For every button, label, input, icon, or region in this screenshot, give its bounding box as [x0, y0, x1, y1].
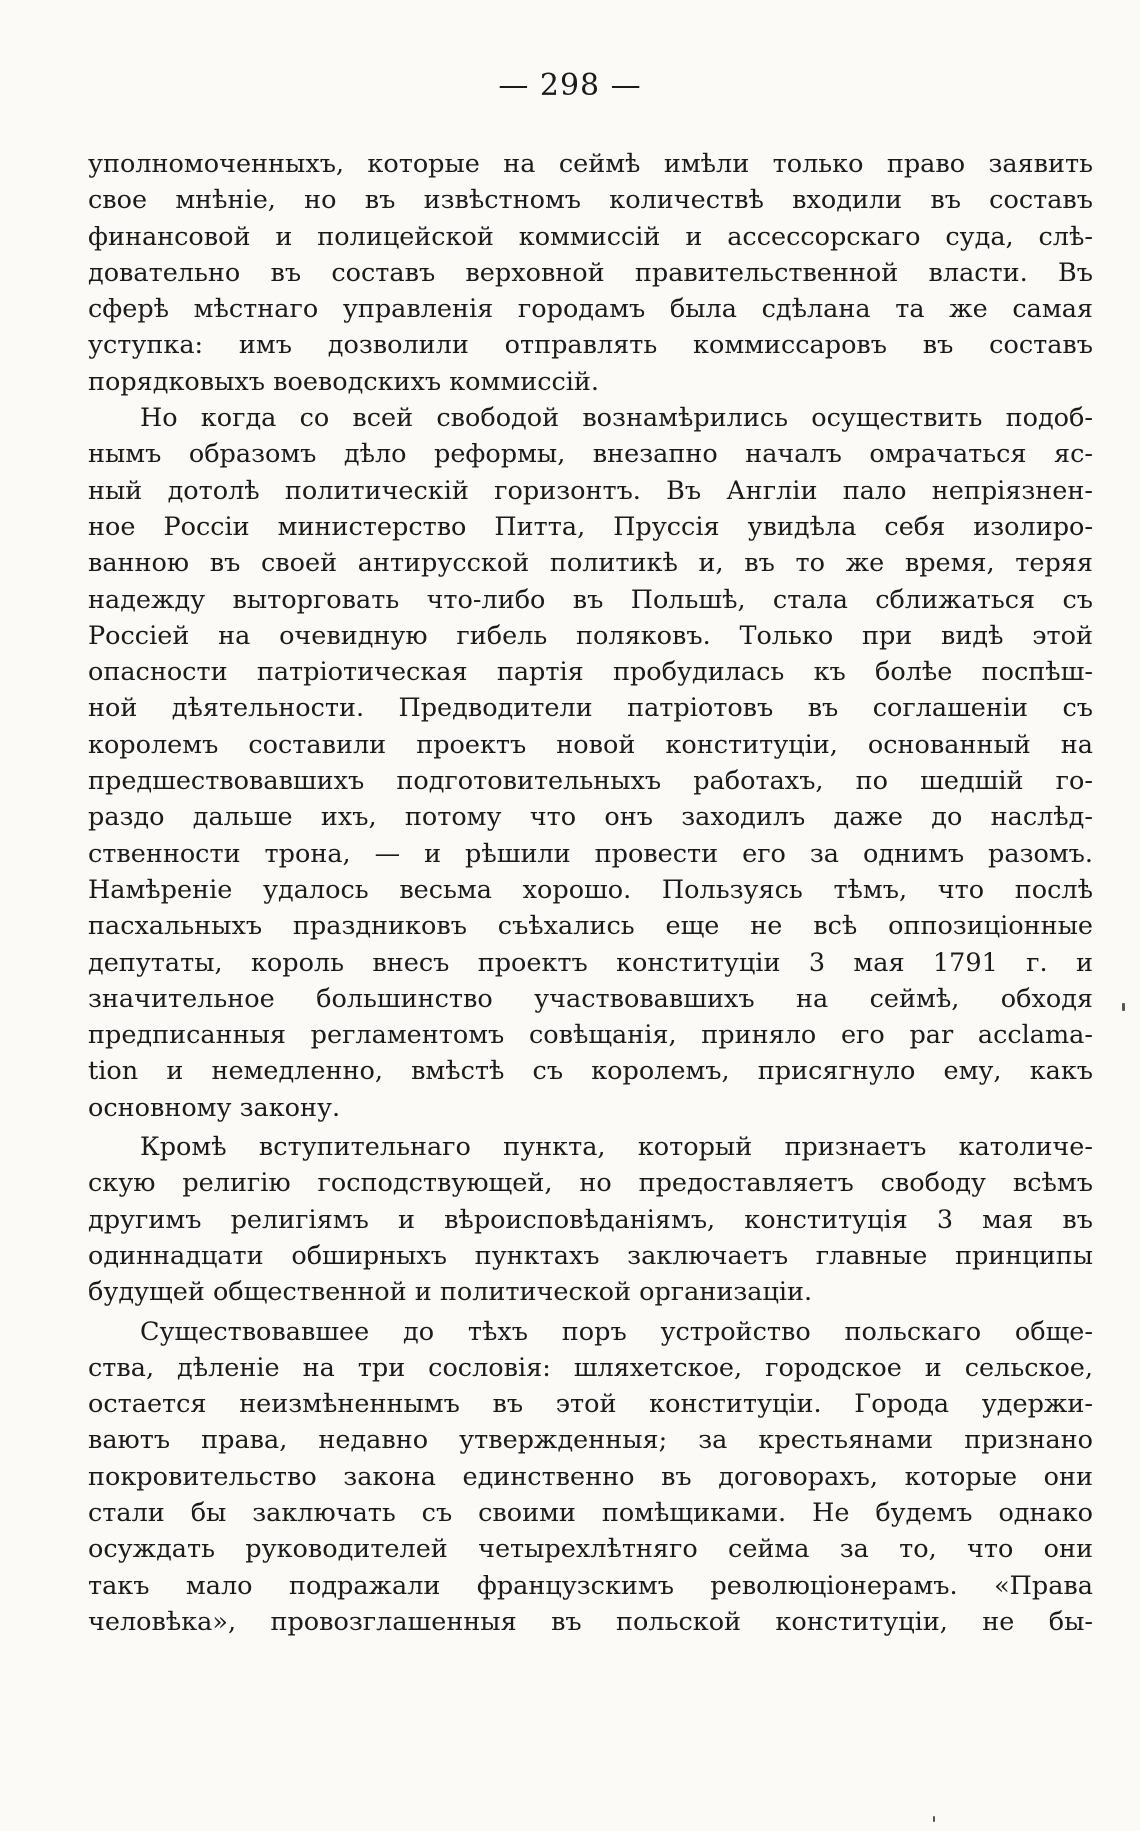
- text-line: свое мнѣніе, но въ извѣстномъ количествѣ входили въ составъ: [88, 185, 1093, 216]
- text-line: предшествовавшихъ подготовительныхъ работахъ, по шедшій го-: [88, 766, 1093, 797]
- paragraph: [88, 1314, 1093, 1641]
- paragraph: [88, 1129, 1093, 1310]
- text-line: остается неизмѣненнымъ въ этой конституціи. Города удержи-: [88, 1389, 1093, 1420]
- text-line: такъ мало подражали французскимъ революціонерамъ. «Права: [88, 1570, 1093, 1601]
- text-line: предписанныя регламентомъ совѣщанія, приняло его par acclama-: [88, 1020, 1093, 1051]
- text-line: ный дотолѣ политическій горизонтъ. Въ Англіи пало непріязнен-: [88, 475, 1093, 506]
- text-line: Кромѣ вступительнаго пункта, который признаетъ католиче-: [140, 1132, 1093, 1163]
- text-line: Намѣреніе удалось весьма хорошо. Пользуясь тѣмъ, что послѣ: [88, 874, 1093, 905]
- text-line: будущей общественной и политической организаціи.: [88, 1277, 813, 1308]
- text-line: ства, дѣленіе на три сословія: шляхетское, городское и сельское,: [88, 1352, 1093, 1383]
- scan-speck: [1122, 1003, 1125, 1011]
- text-line: покровительство закона единственно въ договорахъ, которые они: [88, 1461, 1093, 1492]
- text-line: надежду выторговать что-либо въ Польшѣ, стала сближаться съ: [88, 584, 1093, 615]
- paragraph: [88, 400, 1093, 1126]
- text-line: сферѣ мѣстнаго управленія городамъ была сдѣлана та же самая: [88, 294, 1093, 325]
- text-line: значительное большинство участвовавшихъ на сеймѣ, обходя: [88, 983, 1093, 1014]
- text-line: финансовой и полицейской коммиссій и ассессорскаго суда, слѣ-: [88, 221, 1093, 252]
- text-line: Но когда со всей свободой вознамѣрились осуществить подоб-: [140, 403, 1093, 434]
- body-text: [88, 146, 1093, 1640]
- text-line: человѣка», провозглашенныя въ польской конституціи, не бы-: [88, 1606, 1093, 1637]
- text-line: осуждать руководителей четырехлѣтняго сейма за то, что они: [88, 1534, 1093, 1565]
- text-line: нымъ образомъ дѣло реформы, внезапно началъ омрачаться яс-: [88, 439, 1093, 470]
- text-line: пасхальныхъ праздниковъ съѣхались еще не всѣ оппозиціонные: [88, 911, 1093, 942]
- text-line: депутаты, король внесъ проектъ конституціи 3 мая 1791 г. и: [88, 947, 1093, 978]
- text-line: порядковыхъ воеводскихъ коммиссій.: [88, 366, 600, 397]
- page-number: — 298 —: [498, 68, 642, 103]
- text-line: королемъ составили проектъ новой конституціи, основанный на: [88, 729, 1093, 760]
- text-line: одиннадцати обширныхъ пунктахъ заключаетъ главные принципы: [88, 1240, 1093, 1271]
- text-line: раздо дальше ихъ, потому что онъ заходилъ даже до наслѣд-: [88, 802, 1093, 833]
- paragraph: [88, 146, 1093, 400]
- text-line: довательно въ составъ верховной правительственной власти. Въ: [88, 257, 1093, 288]
- text-line: Существовавшее до тѣхъ поръ устройство польскаго обще-: [140, 1316, 1093, 1347]
- text-line: tion и немедленно, вмѣстѣ съ королемъ, присягнуло ему, какъ: [88, 1056, 1093, 1087]
- scan-speck: [933, 1816, 935, 1822]
- text-line: основному закону.: [88, 1092, 341, 1123]
- text-line: ной дѣятельности. Предводители патріотовъ въ соглашеніи съ: [88, 693, 1093, 724]
- text-line: опасности патріотическая партія пробудилась къ болѣе поспѣш-: [88, 657, 1093, 688]
- text-line: ваютъ права, недавно утвержденныя; за крестьянами признано: [88, 1425, 1093, 1456]
- text-line: Россіей на очевидную гибель поляковъ. Только при видѣ этой: [88, 620, 1093, 651]
- text-line: уполномоченныхъ, которые на сеймѣ имѣли только право заявить: [88, 149, 1093, 179]
- text-line: стали бы заключать съ своими помѣщиками. Не будемъ однако: [88, 1497, 1093, 1528]
- text-line: ное Россіи министерство Питта, Пруссія увидѣла себя изолиро-: [88, 511, 1093, 542]
- text-line: ственности трона, — и рѣшили провести его за однимъ разомъ.: [88, 838, 1093, 869]
- text-line: скую религію господствующей, но предоставляетъ свободу всѣмъ: [88, 1168, 1093, 1199]
- text-line: другимъ религіямъ и вѣроисповѣданіямъ, конституція 3 мая въ: [88, 1204, 1093, 1235]
- text-line: уступка: имъ дозволили отправлять коммиссаровъ въ составъ: [88, 330, 1093, 361]
- text-line: ванною въ своей антирусской политикѣ и, въ то же время, теряя: [88, 548, 1093, 579]
